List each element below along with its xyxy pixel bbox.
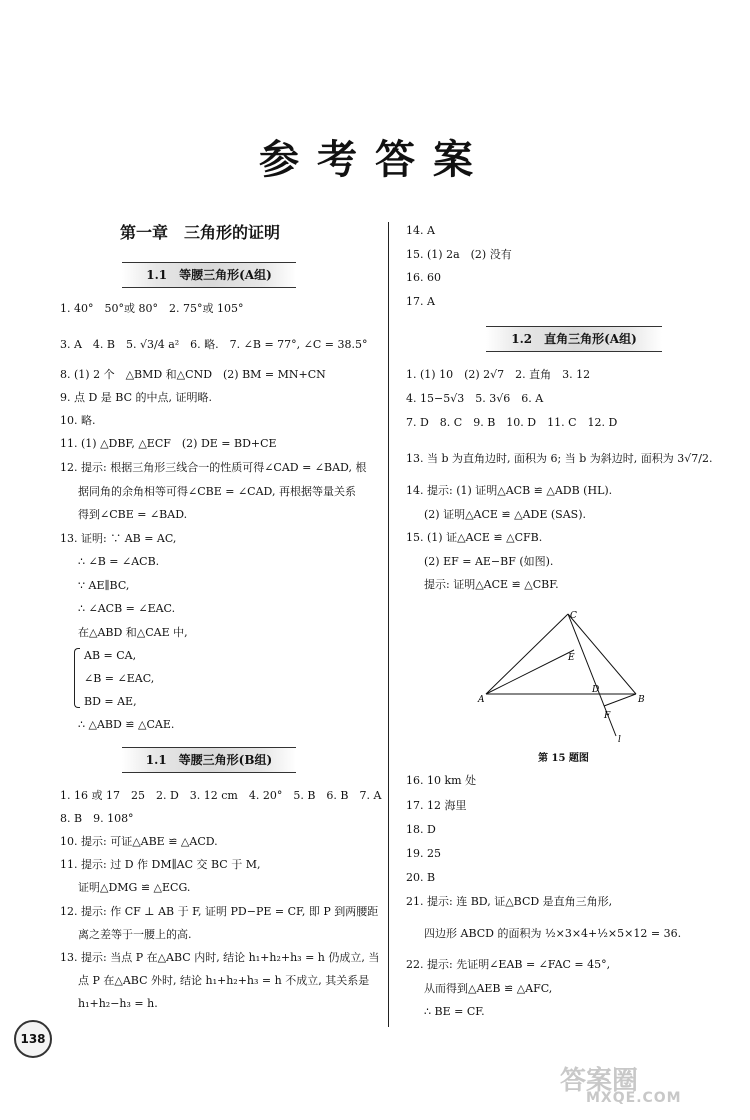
answer-line: 17. 12 海里	[406, 799, 467, 812]
brace	[74, 648, 80, 708]
answer-line: 12. 提示: 作 CF ⊥ AB 于 F, 证明 PD−PE = CF, 即 P 到两腰距	[60, 905, 379, 918]
answer-line: 在△ABD 和△CAE 中,	[78, 626, 188, 639]
segment-cb	[568, 614, 636, 694]
answer-line: ∴ ∠B = ∠ACB.	[78, 555, 160, 568]
label-e: E	[568, 653, 575, 663]
answer-line: 12. 提示: 根据三角形三线合一的性质可得∠CAD = ∠BAD, 根	[60, 461, 367, 474]
column-divider	[388, 222, 389, 1027]
answer-line: 21. 提示: 连 BD, 证△BCD 是直角三角形,	[406, 895, 613, 908]
label-b: B	[638, 695, 645, 705]
answer-line: 8. (1) 2 个 △BMD 和△CND (2) BM = MN+CN	[60, 368, 326, 381]
answer-line: 11. 提示: 过 D 作 DM∥AC 交 BC 于 M,	[60, 858, 261, 871]
answer-line: 22. 提示: 先证明∠EAB = ∠FAC = 45°,	[406, 958, 611, 971]
answer-line: 19. 25	[406, 847, 441, 860]
answer-line: ∠B = ∠EAC,	[84, 672, 155, 685]
answer-line: 8. B 9. 108°	[60, 812, 134, 825]
answer-line: 13. 证明: ∵ AB = AC,	[60, 532, 177, 545]
page-title: 参考答案	[259, 136, 491, 183]
answer-line: 据同角的余角相等可得∠CBE = ∠CAD, 再根据等量关系	[78, 485, 356, 498]
answer-line: 1. 40° 50°或 80° 2. 75°或 105°	[60, 302, 244, 315]
answer-line: 离之差等于一腰上的高.	[78, 928, 192, 941]
answer-line: 3. A 4. B 5. √3/4 a² 6. 略. 7. ∠B = 77°, ∠C = 38.5°	[60, 338, 368, 351]
answer-line: 15. (1) 2a (2) 没有	[406, 248, 512, 261]
segment-ac	[486, 614, 568, 694]
answer-line: (2) 证明△ACE ≌ △ADE (SAS).	[424, 508, 586, 521]
answer-line: 提示: 证明△ACE ≌ △CBF.	[424, 578, 559, 591]
answer-line: 14. 提示: (1) 证明△ACB ≌ △ADB (HL).	[406, 484, 613, 497]
answer-line: 得到∠CBE = ∠BAD.	[78, 508, 188, 521]
answer-line: 16. 10 km 处	[406, 774, 477, 787]
answer-line: 10. 提示: 可证△ABE ≌ △ACD.	[60, 835, 218, 848]
answer-line: 10. 略.	[60, 414, 96, 427]
answer-line: h₁+h₂−h₃ = h.	[78, 997, 158, 1010]
answer-line: 18. D	[406, 823, 436, 836]
segment-bf	[604, 694, 636, 706]
section-banner-1-2-a: 1.2 直角三角形(A组)	[486, 326, 662, 352]
segment-ae	[486, 650, 574, 694]
answer-line: 13. 当 b 为直角边时, 面积为 6; 当 b 为斜边时, 面积为 3√7/2.	[406, 452, 713, 465]
watermark	[560, 1060, 740, 1110]
answer-line: 四边形 ABCD 的面积为 ½×3×4+½×5×12 = 36.	[424, 927, 682, 940]
label-l: l	[618, 735, 621, 744]
label-d: D	[592, 685, 600, 695]
answer-line: 14. A	[406, 224, 435, 237]
answer-line: 1. (1) 10 (2) 2√7 2. 直角 3. 12	[406, 368, 591, 381]
answer-line: ∴ ∠ACB = ∠EAC.	[78, 602, 176, 615]
section-banner-1-1-a: 1.1 等腰三角形(A组)	[122, 262, 296, 288]
label-f: F	[604, 711, 611, 721]
right-column	[406, 0, 726, 1120]
answer-line: 9. 点 D 是 BC 的中点, 证明略.	[60, 391, 212, 404]
answer-line: ∴ BE = CF.	[424, 1005, 485, 1018]
answer-line: 13. 提示: 当点 P 在△ABC 内时, 结论 h₁+h₂+h₃ = h 仍成立, 当	[60, 951, 380, 964]
figure-15	[476, 606, 666, 744]
section-banner-1-1-b: 1.1 等腰三角形(B组)	[122, 747, 296, 773]
page-number: 138	[14, 1020, 52, 1058]
watermark-top: 答案圈	[560, 1066, 639, 1096]
answer-line: AB = CA,	[84, 649, 137, 662]
answer-line: 15. (1) 证△ACE ≌ △CFB.	[406, 531, 543, 544]
answer-line: ∴ △ABD ≌ △CAE.	[78, 718, 175, 731]
answer-line: 11. (1) △DBF, △ECF (2) DE = BD+CE	[60, 437, 277, 450]
left-column	[60, 0, 380, 1120]
answer-line: 证明△DMG ≌ △ECG.	[78, 881, 191, 894]
answer-line: (2) EF = AE−BF (如图).	[424, 555, 554, 568]
answer-line: 从而得到△AEB ≌ △AFC,	[424, 982, 553, 995]
answer-line: 20. B	[406, 871, 436, 884]
answer-line: 4. 15−5√3 5. 3√6 6. A	[406, 392, 544, 405]
chapter-heading: 第一章 三角形的证明	[120, 223, 281, 242]
answer-line: 7. D 8. C 9. B 10. D 11. C 12. D	[406, 416, 618, 429]
answer-line: 17. A	[406, 295, 435, 308]
figure-caption: 第 15 题图	[538, 753, 589, 764]
label-c: C	[570, 611, 577, 621]
answer-line: ∵ AE∥BC,	[78, 579, 130, 592]
watermark-bottom: MXQE.COM	[586, 1090, 682, 1106]
answer-line: 点 P 在△ABC 外时, 结论 h₁+h₂+h₃ = h 不成立, 其关系是	[78, 974, 370, 987]
answer-line: BD = AE,	[84, 695, 137, 708]
label-a: A	[478, 695, 485, 705]
answer-line: 1. 16 或 17 25 2. D 3. 12 cm 4. 20° 5. B 6. B 7. A	[60, 789, 382, 802]
answer-line: 16. 60	[406, 271, 441, 284]
